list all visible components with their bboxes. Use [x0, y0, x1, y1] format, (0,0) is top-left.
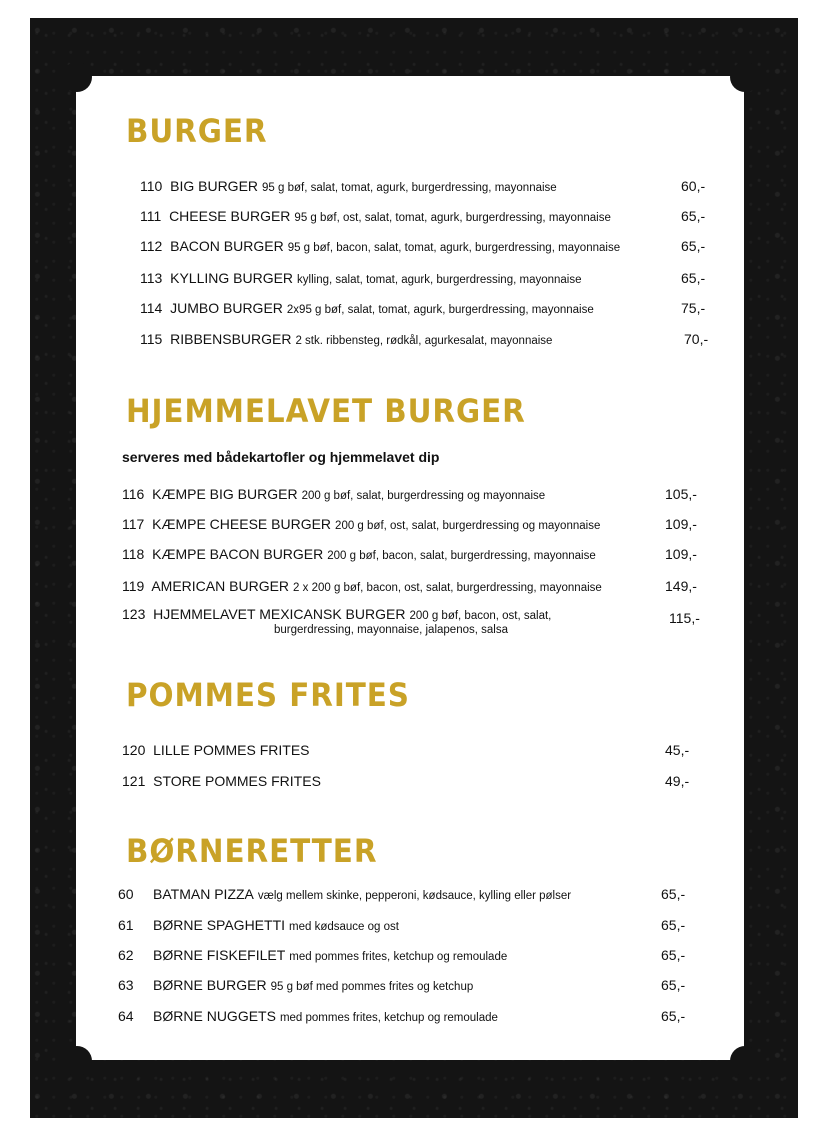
item-price: 65,-	[681, 238, 706, 254]
card-corner	[62, 1046, 92, 1076]
menu-item	[122, 546, 596, 562]
item-name: RIBBENSBURGER	[170, 331, 292, 347]
item-price: 105,-	[665, 486, 697, 502]
item-name: BØRNE FISKEFILET	[153, 947, 286, 963]
item-price: 60,-	[681, 178, 706, 194]
item-name: AMERICAN BURGER	[151, 578, 290, 594]
item-number: 116	[122, 486, 145, 502]
menu-item	[140, 238, 620, 254]
item-number: 63	[118, 977, 134, 993]
item-name: KÆMPE CHEESE BURGER	[152, 516, 332, 532]
item-name: KÆMPE BIG BURGER	[152, 486, 298, 502]
item-description: 95 g bøf med pommes frites og ketchup	[270, 981, 474, 993]
section-title-pommes: POMMES FRITES	[126, 676, 410, 714]
item-description-continued: burgerdressing, mayonnaise, jalapenos, salsa	[274, 624, 508, 636]
menu-item	[118, 947, 507, 963]
item-number: 60	[118, 886, 134, 902]
item-price: 65,-	[681, 208, 706, 224]
item-price: 65,-	[661, 977, 686, 993]
item-name: BØRNE SPAGHETTI	[153, 917, 286, 933]
item-price: 70,-	[684, 331, 709, 347]
item-price: 65,-	[661, 917, 686, 933]
menu-item	[122, 773, 321, 789]
item-name: KYLLING BURGER	[170, 270, 294, 286]
item-number: 115	[140, 331, 163, 347]
item-price: 45,-	[665, 742, 690, 758]
item-price: 65,-	[661, 1008, 686, 1024]
item-name: JUMBO BURGER	[170, 300, 283, 316]
section-title-hjemmelavet: HJEMMELAVET BURGER	[126, 392, 526, 430]
item-description: 95 g bøf, salat, tomat, agurk, burgerdressing, mayonnaise	[262, 182, 557, 194]
menu-item	[118, 977, 473, 993]
item-price: 65,-	[681, 270, 706, 286]
menu-item	[140, 208, 611, 224]
section-title-born: BØRNERETTER	[126, 832, 378, 870]
item-number: 62	[118, 947, 134, 963]
item-number: 64	[118, 1008, 134, 1024]
item-price: 109,-	[665, 546, 697, 562]
menu-item	[140, 331, 552, 347]
item-name: KÆMPE BACON BURGER	[152, 546, 324, 562]
card-corner	[62, 62, 92, 92]
item-name: BØRNE BURGER	[153, 977, 267, 993]
item-number: 120	[122, 742, 146, 758]
menu-item	[122, 606, 551, 622]
item-description: med pommes frites, ketchup og remoulade	[279, 1012, 498, 1024]
item-name: BIG BURGER	[170, 178, 259, 194]
item-price: 65,-	[661, 886, 686, 902]
menu-item	[118, 917, 399, 933]
item-description: med kødsauce og ost	[289, 921, 399, 933]
item-price: 109,-	[665, 516, 697, 532]
item-number: 113	[140, 270, 163, 286]
item-number: 112	[140, 238, 163, 254]
item-name: CHEESE BURGER	[169, 208, 291, 224]
item-number: 123	[122, 606, 146, 622]
menu-item	[122, 486, 545, 502]
menu-item	[122, 578, 602, 594]
item-number: 110	[140, 178, 163, 194]
menu-item	[122, 742, 310, 758]
item-price: 49,-	[665, 773, 690, 789]
menu-item	[140, 300, 594, 316]
item-number: 119	[122, 578, 145, 594]
item-description: 2 stk. ribbensteg, rødkål, agurkesalat, mayonnaise	[295, 335, 553, 347]
item-description: med pommes frites, ketchup og remoulade	[289, 951, 508, 963]
item-description: 200 g bøf, bacon, ost, salat,	[409, 610, 552, 622]
item-description: 2 x 200 g bøf, bacon, ost, salat, burgerdressing, mayonnaise	[293, 582, 602, 594]
item-price: 149,-	[665, 578, 697, 594]
item-description: kylling, salat, tomat, agurk, burgerdressing, mayonnaise	[297, 274, 582, 286]
item-description: 95 g bøf, bacon, salat, tomat, agurk, burgerdressing, mayonnaise	[287, 242, 621, 254]
item-name: STORE POMMES FRITES	[153, 773, 321, 789]
item-price: 65,-	[661, 947, 686, 963]
item-number: 117	[122, 516, 145, 532]
item-name: BATMAN PIZZA	[153, 886, 254, 902]
item-description: 200 g bøf, bacon, salat, burgerdressing, mayonnaise	[327, 550, 596, 562]
item-number: 121	[122, 773, 146, 789]
item-name: BACON BURGER	[170, 238, 284, 254]
item-description: 200 g bøf, salat, burgerdressing og mayonnaise	[301, 490, 546, 502]
menu-item	[140, 178, 557, 194]
item-price: 115,-	[669, 610, 700, 626]
item-description: vælg mellem skinke, pepperoni, kødsauce, kylling eller pølser	[257, 890, 572, 902]
item-description: 2x95 g bøf, salat, tomat, agurk, burgerdressing, mayonnaise	[286, 304, 594, 316]
item-number: 114	[140, 300, 163, 316]
item-description: 200 g bøf, ost, salat, burgerdressing og mayonnaise	[335, 520, 601, 532]
item-price: 75,-	[681, 300, 706, 316]
item-number: 118	[122, 546, 145, 562]
item-number: 61	[118, 917, 134, 933]
card-corner	[730, 62, 760, 92]
menu-item	[118, 886, 571, 902]
menu-item	[122, 516, 600, 532]
item-description: 95 g bøf, ost, salat, tomat, agurk, burgerdressing, mayonnaise	[294, 212, 611, 224]
item-name: BØRNE NUGGETS	[153, 1008, 276, 1024]
item-name: LILLE POMMES FRITES	[153, 742, 310, 758]
menu-item	[118, 1008, 498, 1024]
card-corner	[730, 1046, 760, 1076]
section-title-burger: BURGER	[126, 112, 268, 150]
item-name: HJEMMELAVET MEXICANSK BURGER	[153, 606, 406, 622]
item-number: 111	[140, 208, 162, 224]
section-subtitle: serveres med bådekartofler og hjemmelavet dip	[122, 449, 440, 465]
menu-item	[140, 270, 582, 286]
